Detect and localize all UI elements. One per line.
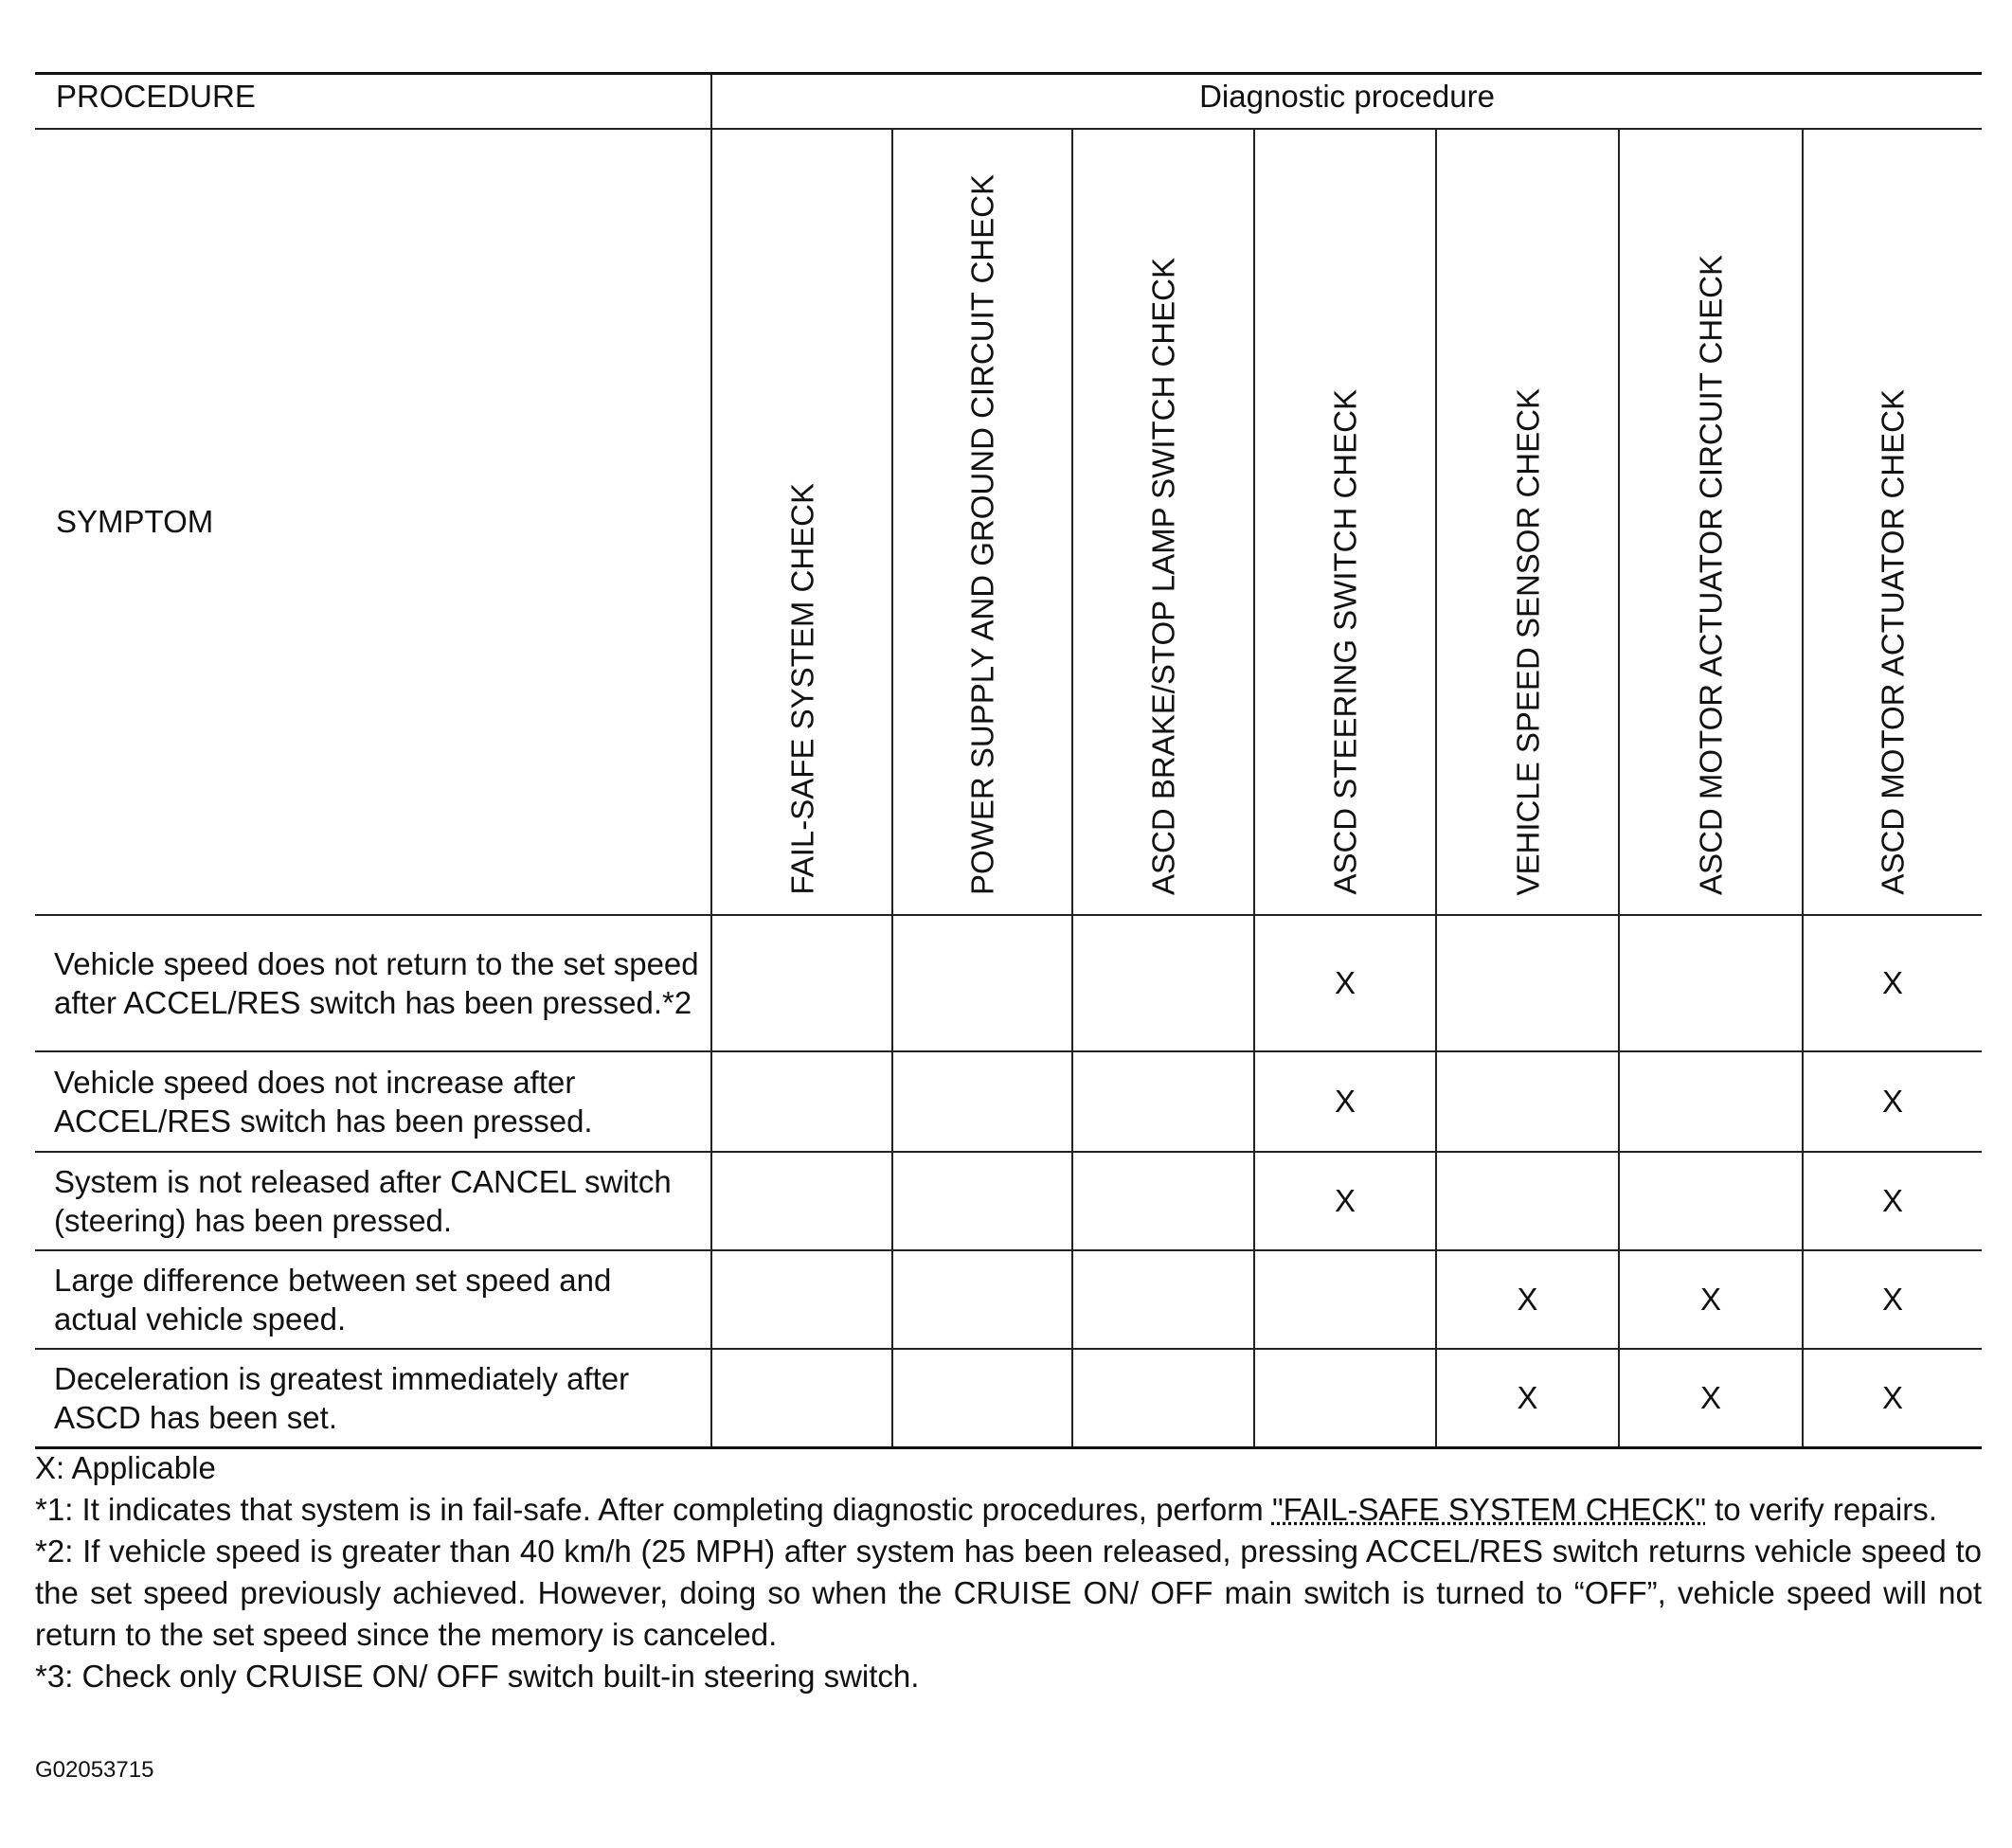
column-header xyxy=(1254,129,1436,915)
applicable-mark xyxy=(711,1152,892,1250)
applicable-mark xyxy=(1072,915,1254,1051)
applicable-mark xyxy=(1254,1349,1436,1447)
applicable-mark: X xyxy=(1254,1152,1436,1250)
applicable-mark xyxy=(711,1349,892,1447)
applicable-mark: X xyxy=(1803,1051,1982,1152)
applicable-mark xyxy=(711,1051,892,1152)
symptom-label: SYMPTOM xyxy=(35,129,711,915)
column-header-label: POWER SUPPLY AND GROUND CIRCUIT CHECK xyxy=(964,174,1000,895)
note-3: *3: Check only CRUISE ON/ OFF switch built-in steering switch. xyxy=(35,1659,920,1694)
applicable-mark: X xyxy=(1254,1051,1436,1152)
applicable-mark xyxy=(1072,1051,1254,1152)
applicable-mark xyxy=(1072,1250,1254,1349)
applicable-mark xyxy=(892,915,1072,1051)
fail-safe-system-check-link[interactable]: "FAIL-SAFE SYSTEM CHECK" xyxy=(1271,1492,1706,1527)
applicable-mark: X xyxy=(1436,1250,1619,1349)
diagnostic-procedure-header: Diagnostic procedure xyxy=(711,74,1982,130)
applicable-mark xyxy=(1436,915,1619,1051)
column-header xyxy=(1803,129,1982,915)
note-1 xyxy=(35,1489,1982,1531)
applicable-mark: X xyxy=(1619,1349,1803,1447)
column-header-label: VEHICLE SPEED SENSOR CHECK xyxy=(1510,387,1545,895)
column-header-label: ASCD MOTOR ACTUATOR CHECK xyxy=(1875,389,1911,895)
procedure-label: PROCEDURE xyxy=(35,74,711,130)
symptom-cell: Vehicle speed does not increase after ACCEL/RES switch has been pressed. xyxy=(35,1051,711,1152)
applicable-mark xyxy=(892,1250,1072,1349)
applicable-mark xyxy=(1436,1051,1619,1152)
applicable-mark xyxy=(1619,915,1803,1051)
table-row xyxy=(35,915,1982,1051)
applicable-mark xyxy=(711,915,892,1051)
applicable-mark xyxy=(892,1349,1072,1447)
column-header xyxy=(1072,129,1254,915)
applicable-mark: X xyxy=(1803,1349,1982,1447)
figure-id: G02053715 xyxy=(35,1757,154,1783)
diagnostic-table xyxy=(35,72,1982,1449)
applicable-mark xyxy=(711,1250,892,1349)
applicable-mark: X xyxy=(1803,915,1982,1051)
applicable-mark xyxy=(1072,1349,1254,1447)
column-header-label: ASCD BRAKE/STOP LAMP SWITCH CHECK xyxy=(1145,258,1181,895)
applicable-mark: X xyxy=(1619,1250,1803,1349)
applicable-mark: X xyxy=(1254,915,1436,1051)
header-row-procedure xyxy=(35,74,1982,130)
table-row xyxy=(35,1051,1982,1152)
table-row xyxy=(35,1152,1982,1250)
note-1-text: *1: It indicates that system is in fail-safe. After completing diagnostic procedures, perform xyxy=(35,1492,1272,1527)
symptom-cell: Deceleration is greatest immediately after ASCD has been set. xyxy=(35,1349,711,1447)
column-header-label: ASCD MOTOR ACTUATOR CIRCUIT CHECK xyxy=(1693,255,1729,895)
column-header-label: FAIL-SAFE SYSTEM CHECK xyxy=(784,483,819,895)
table-row xyxy=(35,1250,1982,1349)
column-header xyxy=(1619,129,1803,915)
header-row-columns xyxy=(35,129,1982,915)
applicable-mark xyxy=(1619,1051,1803,1152)
applicable-mark xyxy=(892,1152,1072,1250)
symptom-cell: Vehicle speed does not return to the set speed after ACCEL/RES switch has been pressed.*2 xyxy=(35,915,711,1051)
applicable-mark xyxy=(892,1051,1072,1152)
applicable-mark xyxy=(1072,1152,1254,1250)
column-header xyxy=(892,129,1072,915)
applicable-mark: X xyxy=(1803,1152,1982,1250)
symptom-cell: Large difference between set speed and actual vehicle speed. xyxy=(35,1250,711,1349)
symptom-cell: System is not released after CANCEL switch (steering) has been pressed. xyxy=(35,1152,711,1250)
column-header xyxy=(711,129,892,915)
footnotes xyxy=(35,1447,1982,1697)
applicable-mark: X xyxy=(1436,1349,1619,1447)
applicable-mark xyxy=(1619,1152,1803,1250)
table-row xyxy=(35,1349,1982,1447)
applicable-mark xyxy=(1436,1152,1619,1250)
note-1-tail: to verify repairs. xyxy=(1705,1492,1937,1527)
note-applicable: X: Applicable xyxy=(35,1450,216,1485)
note-2: *2: If vehicle speed is greater than 40 km/h (25 MPH) after system has been released, pressing ACCEL/RES switch returns vehicle speed to the set speed previously achieved. However, doing so when the CRUISE ON/ OFF main switch is turned to “OFF”, vehicle speed will not return to the set speed since the memory is canceled. xyxy=(35,1534,1982,1652)
applicable-mark xyxy=(1254,1250,1436,1349)
column-header xyxy=(1436,129,1619,915)
column-header-label: ASCD STEERING SWITCH CHECK xyxy=(1327,389,1363,895)
applicable-mark: X xyxy=(1803,1250,1982,1349)
